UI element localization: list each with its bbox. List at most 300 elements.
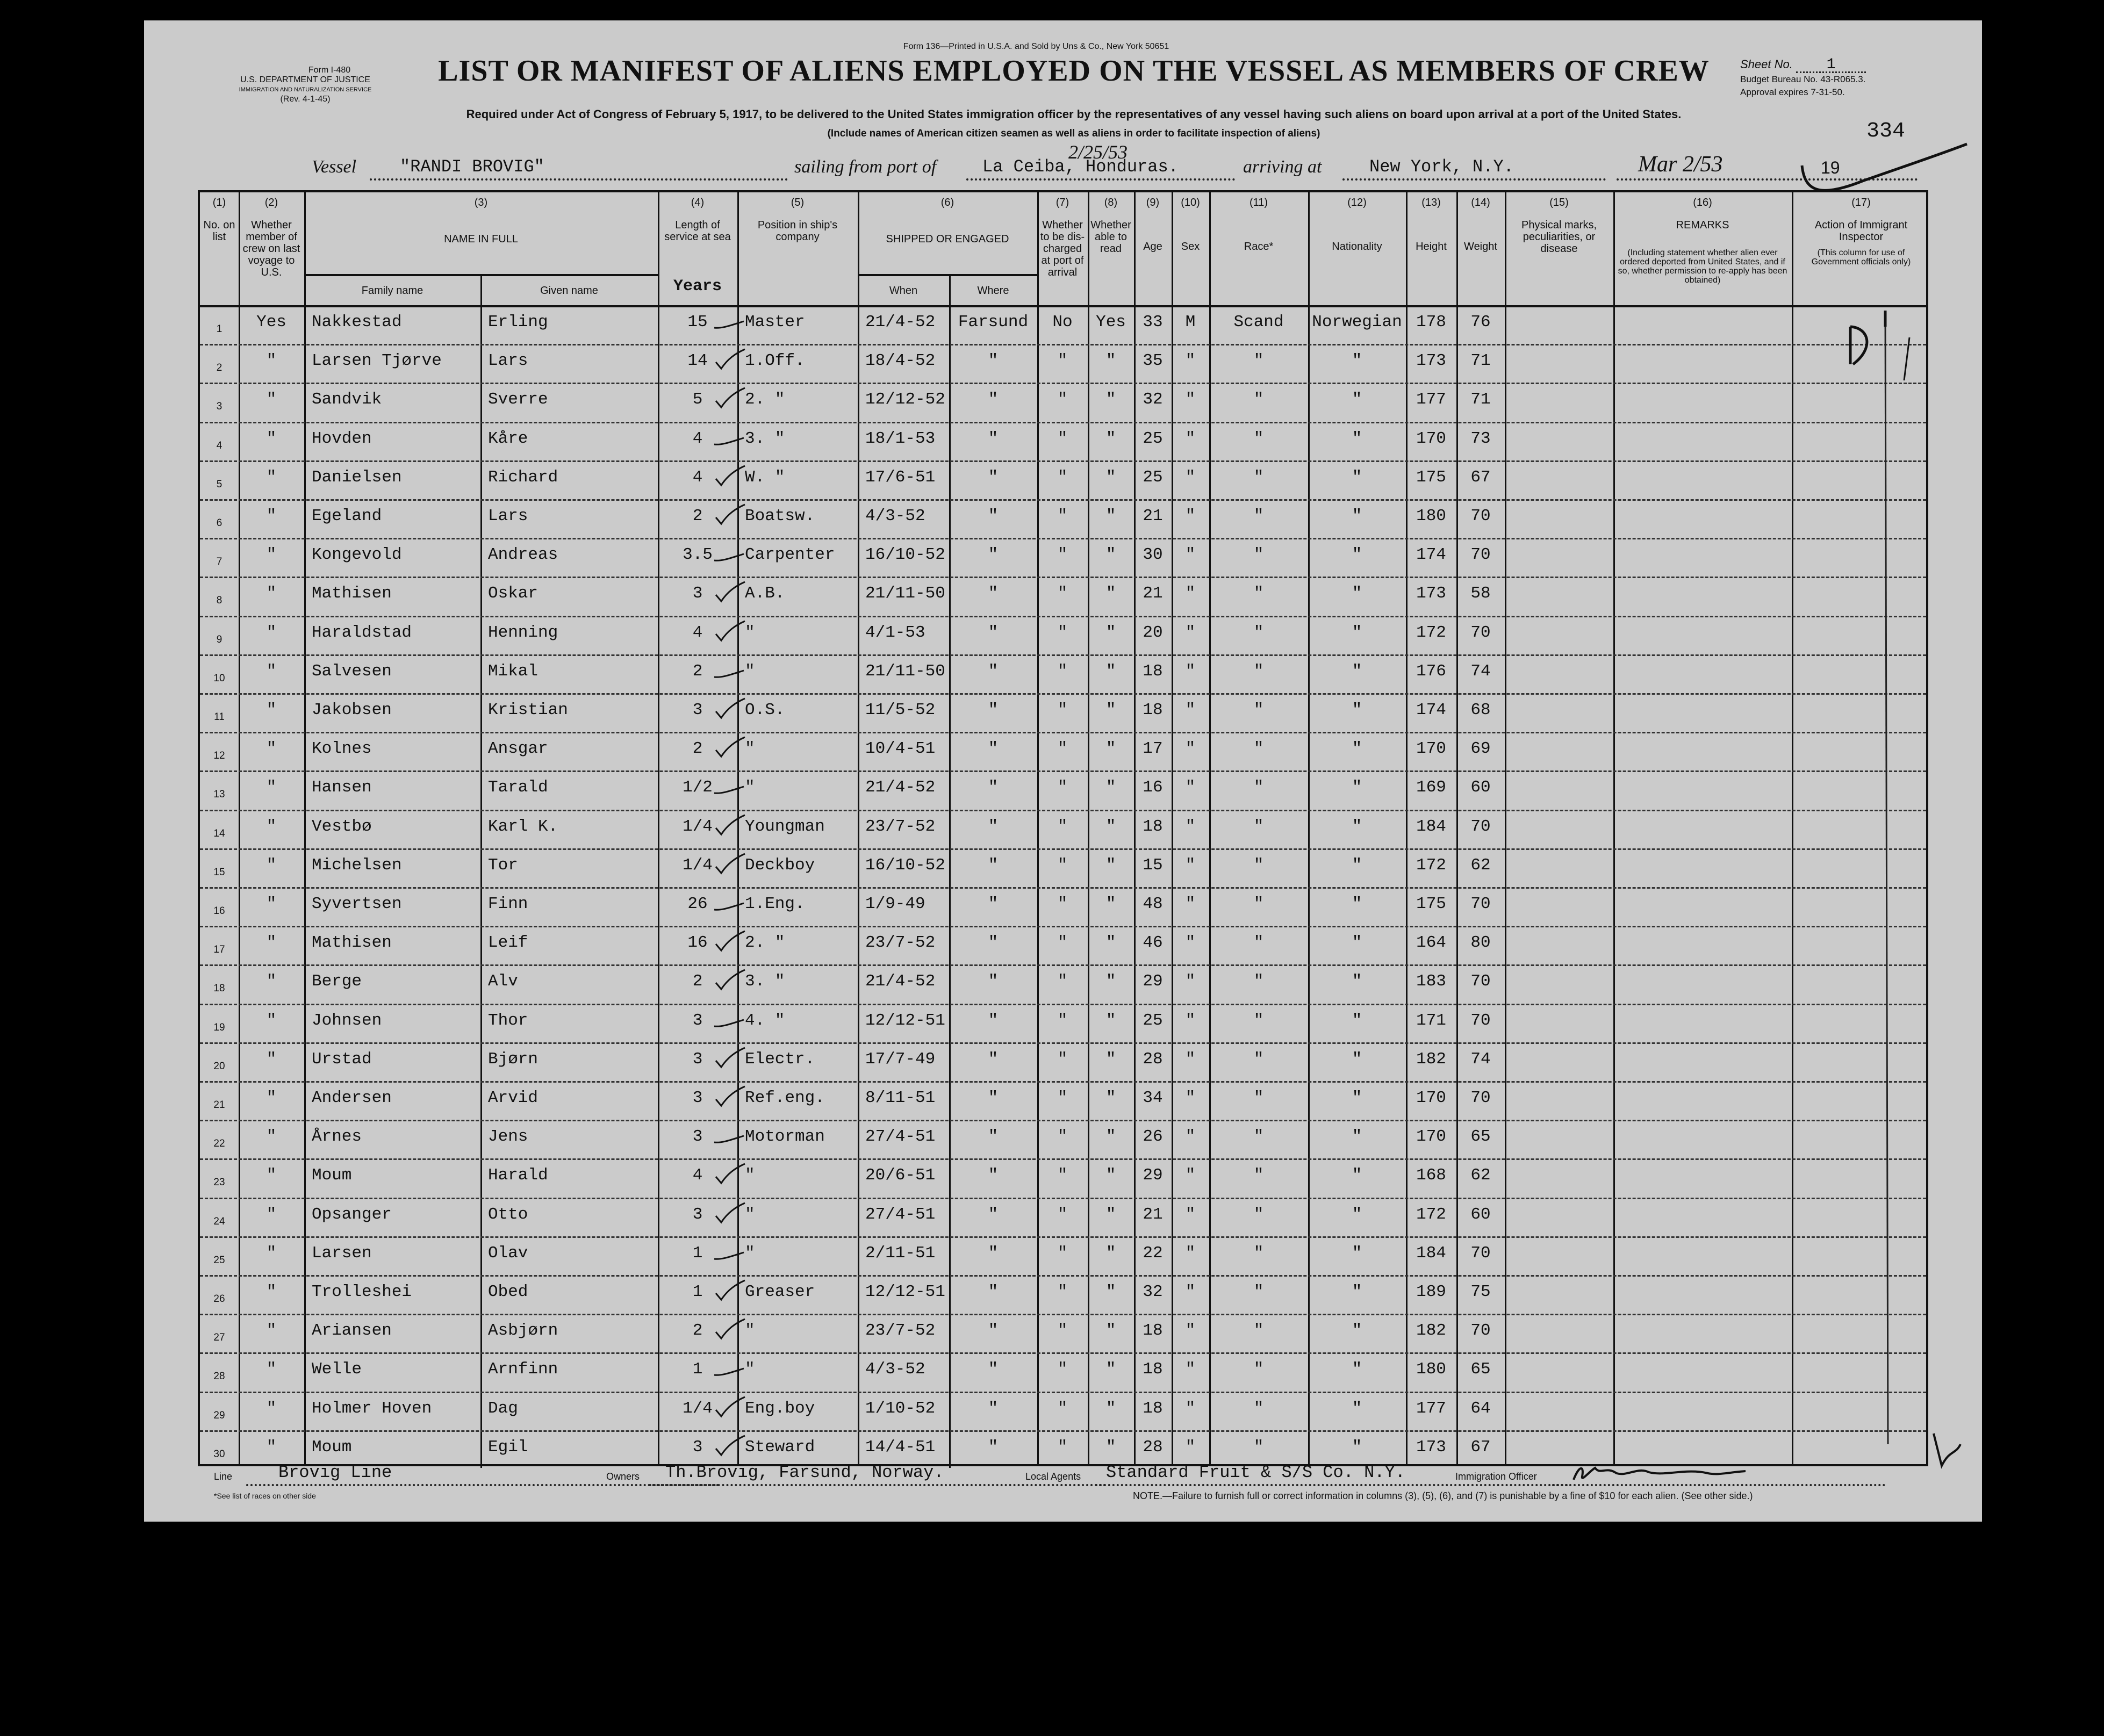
row-number: 19 — [213, 1021, 225, 1033]
cell-years: 3.5 — [683, 545, 713, 565]
check-mark-icon — [712, 851, 749, 877]
sheet-info — [1740, 58, 1866, 99]
cell-where: " — [988, 817, 999, 836]
cell-family: Johnsen — [312, 1011, 382, 1030]
row-divider — [200, 422, 1926, 423]
cell-position: Carpenter — [745, 545, 835, 565]
column-header-c15: Physical marks, peculiarities, or disease — [1521, 219, 1597, 255]
cell-height: 170 — [1416, 429, 1446, 448]
corner-mark — [1918, 1428, 1966, 1476]
row-number: 3 — [216, 401, 222, 413]
arriving-port-underline — [1342, 178, 1606, 181]
cell-nat: " — [1352, 1049, 1362, 1069]
row-divider — [200, 305, 1926, 307]
cell-years: 1/4 — [683, 817, 713, 836]
cell-when: 1/10-52 — [865, 1399, 936, 1418]
row-number: 29 — [213, 1409, 225, 1421]
cell-read: " — [1105, 1205, 1116, 1224]
owners-value: Th.Brovig, Farsund, Norway. — [665, 1463, 944, 1482]
cell-age: 18 — [1143, 701, 1163, 719]
cell-last: " — [266, 467, 277, 487]
cell-years: 3 — [692, 1437, 703, 1457]
cell-age: 30 — [1143, 545, 1163, 565]
cell-read: " — [1105, 1399, 1116, 1418]
cell-disch: " — [1057, 701, 1068, 719]
cell-race: " — [1253, 1205, 1264, 1224]
cell-last: " — [266, 1437, 277, 1457]
cell-race: Scand — [1233, 313, 1284, 332]
cell-position: Electr. — [745, 1049, 815, 1069]
cell-age: 32 — [1143, 1283, 1163, 1301]
cell-given: Kåre — [488, 429, 528, 448]
printer-line: Form 136—Printed in U.S.A. and Sold by Uns & Co., New York 50651 — [903, 42, 1169, 51]
cell-height: 164 — [1416, 933, 1446, 953]
cell-read: " — [1105, 661, 1116, 681]
cell-years: 3 — [692, 584, 703, 603]
vessel-label: Vessel — [312, 157, 357, 177]
cell-years: 4 — [692, 623, 703, 642]
cell-family: Mathisen — [312, 584, 392, 603]
column-header-c13: Height — [1416, 241, 1447, 253]
cell-read: " — [1105, 467, 1116, 487]
cell-nat: Norwegian — [1312, 313, 1402, 332]
cell-nat: " — [1352, 1243, 1362, 1263]
cell-years: 2 — [692, 507, 703, 525]
cell-last: " — [266, 972, 277, 991]
cell-given: Harald — [488, 1166, 548, 1185]
budget-bureau: Budget Bureau No. 43-R065.3. — [1740, 74, 1866, 84]
cell-race: " — [1253, 1360, 1264, 1379]
check-mark-icon — [712, 1277, 749, 1304]
cell-disch: " — [1057, 1283, 1068, 1301]
cell-where: " — [988, 1321, 999, 1341]
cell-sex: " — [1185, 1049, 1196, 1069]
cell-given: Richard — [488, 467, 558, 487]
cell-when: 16/10-52 — [865, 855, 945, 875]
cell-position: " — [745, 1321, 755, 1341]
column-divider — [480, 274, 482, 1468]
cell-position: W. " — [745, 467, 785, 487]
cell-years: 3 — [692, 1205, 703, 1224]
cell-height: 182 — [1416, 1049, 1446, 1069]
cell-family: Welle — [312, 1360, 362, 1379]
cell-disch: " — [1057, 545, 1068, 565]
form-subtitle-note: (Include names of American citizen seamen as well as aliens in order to facilitate inspection of aliens) — [827, 128, 1320, 139]
cell-when: 12/12-52 — [865, 390, 945, 409]
cell-height: 176 — [1416, 661, 1446, 681]
cell-weight: 71 — [1470, 390, 1491, 409]
row-divider — [304, 274, 658, 276]
cell-where: " — [988, 739, 999, 759]
cell-family: Kongevold — [312, 545, 402, 565]
cell-family: Haraldstad — [312, 623, 412, 642]
cell-nat: " — [1352, 1089, 1362, 1107]
cell-disch: " — [1057, 1089, 1068, 1107]
cell-weight: 70 — [1470, 972, 1491, 991]
cell-when: 4/3-52 — [865, 507, 925, 525]
cell-last: " — [266, 701, 277, 719]
cell-sex: " — [1185, 390, 1196, 409]
cell-age: 16 — [1143, 778, 1163, 797]
check-mark-icon — [712, 1238, 749, 1265]
agents-label: Local Agents — [1025, 1471, 1081, 1482]
column-header-c4: Length of service at sea — [664, 219, 731, 243]
cell-read: " — [1105, 351, 1116, 371]
cell-last: " — [266, 1089, 277, 1107]
column-header-c1: No. on list — [203, 219, 235, 243]
cell-position: Deckboy — [745, 855, 815, 875]
cell-family: Michelsen — [312, 855, 402, 875]
cell-nat: " — [1352, 1205, 1362, 1224]
cell-race: " — [1253, 778, 1264, 797]
cell-position: Master — [745, 313, 805, 332]
column-number-c3: (3) — [474, 197, 488, 208]
cell-when: 8/11-51 — [865, 1089, 936, 1107]
department-name: U.S. DEPARTMENT OF JUSTICE — [240, 75, 370, 84]
cell-sex: " — [1185, 1321, 1196, 1341]
column-header-c16: REMARKS — [1676, 219, 1729, 231]
cell-given: Erling — [488, 313, 548, 332]
cell-years: 26 — [687, 895, 708, 913]
cell-sex: " — [1185, 972, 1196, 991]
column-subheader-c17: (This column for use of Government officials only) — [1811, 248, 1911, 266]
cell-where: " — [988, 1166, 999, 1185]
cell-age: 18 — [1143, 817, 1163, 836]
arriving-label: arriving at — [1243, 157, 1322, 177]
cell-read: " — [1105, 1011, 1116, 1030]
cell-position: 4. " — [745, 1011, 785, 1030]
cell-sex: " — [1185, 1127, 1196, 1147]
cell-age: 28 — [1143, 1049, 1163, 1069]
cell-given: Lars — [488, 507, 528, 525]
cell-disch: " — [1057, 390, 1068, 409]
cell-position: Eng.boy — [745, 1399, 815, 1418]
sheet-number: 1 — [1796, 59, 1866, 73]
cell-last: " — [266, 545, 277, 565]
cell-given: Andreas — [488, 545, 558, 565]
column-number-c15: (15) — [1549, 197, 1569, 208]
cell-last: " — [266, 661, 277, 681]
column-header-given-name: Given name — [540, 285, 598, 297]
column-header-c12: Nationality — [1332, 241, 1382, 253]
cell-race: " — [1253, 390, 1264, 409]
cell-age: 32 — [1143, 390, 1163, 409]
cell-race: " — [1253, 1166, 1264, 1185]
cell-years: 2 — [692, 972, 703, 991]
cell-weight: 76 — [1470, 313, 1491, 332]
cell-given: Arnfinn — [488, 1360, 558, 1379]
cell-position: " — [745, 1243, 755, 1263]
cell-read: " — [1105, 1166, 1116, 1185]
cell-read: " — [1105, 933, 1116, 953]
column-header-c3: NAME IN FULL — [444, 233, 518, 245]
row-divider — [200, 1275, 1926, 1277]
column-number-c7: (7) — [1055, 197, 1069, 208]
cell-where: " — [988, 1127, 999, 1147]
row-number: 11 — [214, 711, 225, 723]
cell-race: " — [1253, 972, 1264, 991]
cell-position: " — [745, 623, 755, 642]
cell-where: " — [988, 895, 999, 913]
cell-sex: " — [1185, 584, 1196, 603]
cell-age: 25 — [1143, 467, 1163, 487]
column-number-c17: (17) — [1851, 197, 1871, 208]
cell-nat: " — [1352, 507, 1362, 525]
column-number-c4: (4) — [691, 197, 705, 208]
cell-weight: 70 — [1470, 1243, 1491, 1263]
cell-race: " — [1253, 1049, 1264, 1069]
cell-position: Steward — [745, 1437, 815, 1457]
cell-nat: " — [1352, 972, 1362, 991]
row-divider — [200, 926, 1926, 927]
cell-family: Ariansen — [312, 1321, 392, 1341]
cell-last: " — [266, 1166, 277, 1185]
cell-read: " — [1105, 1321, 1116, 1341]
row-number: 2 — [216, 362, 222, 374]
cell-nat: " — [1352, 855, 1362, 875]
cell-weight: 70 — [1470, 1089, 1491, 1107]
row-divider — [200, 848, 1926, 850]
cell-last: " — [266, 390, 277, 409]
cell-position: " — [745, 1360, 755, 1379]
cell-race: " — [1253, 1243, 1264, 1263]
column-unit-c4: Years — [673, 277, 722, 296]
cell-sex: " — [1185, 1089, 1196, 1107]
cell-years: 5 — [692, 390, 703, 409]
cell-family: Hovden — [312, 429, 372, 448]
cell-disch: " — [1057, 855, 1068, 875]
cell-where: " — [988, 545, 999, 565]
cell-last: " — [266, 817, 277, 836]
cell-height: 172 — [1416, 1205, 1446, 1224]
column-header-c9: Age — [1143, 241, 1162, 253]
cell-sex: " — [1185, 933, 1196, 953]
cell-last: " — [266, 1360, 277, 1379]
check-mark-icon — [712, 579, 749, 606]
cell-sex: " — [1185, 623, 1196, 642]
cell-race: " — [1253, 1321, 1264, 1341]
owners-underline — [649, 1484, 1106, 1486]
cell-years: 3 — [692, 1127, 703, 1147]
cell-read: " — [1105, 623, 1116, 642]
row-number: 18 — [213, 983, 225, 995]
cell-sex: " — [1185, 1360, 1196, 1379]
row-number: 23 — [213, 1177, 225, 1188]
cell-when: 23/7-52 — [865, 1321, 936, 1341]
vessel-name: "RANDI BROVIG" — [400, 157, 544, 177]
cell-race: " — [1253, 1011, 1264, 1030]
cell-last: " — [266, 855, 277, 875]
column-header-c8: Whether able to read — [1090, 219, 1131, 255]
cell-disch: " — [1057, 1321, 1068, 1341]
cell-when: 12/12-51 — [865, 1283, 945, 1301]
cell-where: " — [988, 1360, 999, 1379]
cell-given: Alv — [488, 972, 518, 991]
cell-given: Tor — [488, 855, 518, 875]
cell-read: " — [1105, 1243, 1116, 1263]
cell-race: " — [1253, 739, 1264, 759]
cell-where: " — [988, 855, 999, 875]
cell-given: Sverre — [488, 390, 548, 409]
cell-family: Danielsen — [312, 467, 402, 487]
cell-height: 175 — [1416, 467, 1446, 487]
row-divider — [200, 1004, 1926, 1005]
cell-read: " — [1105, 429, 1116, 448]
cell-weight: 65 — [1470, 1127, 1491, 1147]
service-name: IMMIGRATION AND NATURALIZATION SERVICE — [239, 87, 372, 93]
cell-last: " — [266, 739, 277, 759]
cell-height: 189 — [1416, 1283, 1446, 1301]
cell-where: " — [988, 507, 999, 525]
column-header-when: When — [889, 285, 918, 297]
cell-nat: " — [1352, 545, 1362, 565]
cell-family: Mathisen — [312, 933, 392, 953]
column-number-c14: (14) — [1471, 197, 1490, 208]
cell-given: Dag — [488, 1399, 518, 1418]
row-divider — [200, 732, 1926, 733]
cell-weight: 62 — [1470, 1166, 1491, 1185]
cell-position: " — [745, 778, 755, 797]
cell-last: " — [266, 1283, 277, 1301]
row-number: 4 — [216, 440, 222, 451]
cell-read: " — [1105, 1049, 1116, 1069]
cell-where: " — [988, 1049, 999, 1069]
cell-height: 172 — [1416, 855, 1446, 875]
cell-when: 2/11-51 — [865, 1243, 936, 1263]
row-divider — [200, 1236, 1926, 1238]
cell-position: " — [745, 1166, 755, 1185]
cell-weight: 70 — [1470, 895, 1491, 913]
check-mark-icon — [712, 424, 749, 451]
cell-age: 29 — [1143, 972, 1163, 991]
cell-read: Yes — [1096, 313, 1126, 332]
cell-years: 15 — [687, 313, 708, 332]
cell-read: " — [1105, 972, 1116, 991]
check-mark-icon — [712, 618, 749, 645]
cell-family: Berge — [312, 972, 362, 991]
cell-family: Kolnes — [312, 739, 372, 759]
cell-where: " — [988, 1283, 999, 1301]
cell-read: " — [1105, 1283, 1116, 1301]
cell-where: " — [988, 623, 999, 642]
sheet-label: Sheet No. — [1740, 57, 1793, 71]
cell-sex: " — [1185, 895, 1196, 913]
cell-race: " — [1253, 623, 1264, 642]
cell-when: 21/4-52 — [865, 972, 936, 991]
row-divider — [200, 383, 1926, 384]
check-mark-icon — [712, 1355, 749, 1381]
cell-position: 2. " — [745, 390, 785, 409]
handwritten-sailing-date: 2/25/53 — [1068, 141, 1128, 163]
cell-last: " — [266, 1399, 277, 1418]
officer-signature — [1568, 1460, 1751, 1487]
cell-weight: 58 — [1470, 584, 1491, 603]
form-title: LIST OR MANIFEST OF ALIENS EMPLOYED ON THE VESSEL AS MEMBERS OF CREW — [438, 54, 1710, 88]
row-divider — [200, 887, 1926, 889]
cell-position: 2. " — [745, 933, 785, 953]
cell-weight: 73 — [1470, 429, 1491, 448]
cell-race: " — [1253, 429, 1264, 448]
row-divider — [200, 499, 1926, 501]
cell-disch: " — [1057, 467, 1068, 487]
check-mark-icon — [712, 734, 749, 761]
form-subtitle: Required under Act of Congress of February 5, 1917, to be delivered to the United States immigration officer by the representatives of any vessel having such aliens on board upon arrival at a port of the United States. — [466, 107, 1682, 121]
cell-given: Jens — [488, 1127, 528, 1147]
check-mark-icon — [712, 1083, 749, 1110]
arrival-date: Mar 2/53 — [1638, 152, 1723, 177]
cell-read: " — [1105, 701, 1116, 719]
cell-position: Motorman — [745, 1127, 825, 1147]
cell-when: 20/6-51 — [865, 1166, 936, 1185]
cell-where: " — [988, 972, 999, 991]
cell-weight: 60 — [1470, 1205, 1491, 1224]
cell-nat: " — [1352, 778, 1362, 797]
row-number: 5 — [216, 478, 222, 490]
row-number: 1 — [216, 323, 222, 335]
column-header-c5: Position in ship's company — [757, 219, 838, 243]
cell-read: " — [1105, 584, 1116, 603]
cell-weight: 74 — [1470, 661, 1491, 681]
cell-disch: " — [1057, 972, 1068, 991]
cell-height: 168 — [1416, 1166, 1446, 1185]
cell-nat: " — [1352, 895, 1362, 913]
cell-race: " — [1253, 1089, 1264, 1107]
cell-when: 4/3-52 — [865, 1360, 925, 1379]
cell-weight: 70 — [1470, 1321, 1491, 1341]
cell-read: " — [1105, 390, 1116, 409]
cell-family: Holmer Hoven — [312, 1399, 432, 1418]
cell-last: " — [266, 1127, 277, 1147]
cell-height: 171 — [1416, 1011, 1446, 1030]
vessel-name-underline — [370, 178, 788, 181]
cell-read: " — [1105, 1127, 1116, 1147]
cell-disch: " — [1057, 1127, 1068, 1147]
row-number: 6 — [216, 517, 222, 529]
row-number: 9 — [216, 633, 222, 645]
cell-age: 15 — [1143, 855, 1163, 875]
cell-height: 182 — [1416, 1321, 1446, 1341]
cell-years: 1 — [692, 1283, 703, 1301]
cell-height: 172 — [1416, 623, 1446, 642]
cell-years: 1/2 — [683, 778, 713, 797]
cell-age: 28 — [1143, 1437, 1163, 1457]
cell-disch: " — [1057, 1243, 1068, 1263]
cell-where: " — [988, 467, 999, 487]
cell-given: Oskar — [488, 584, 538, 603]
cell-nat: " — [1352, 623, 1362, 642]
cell-nat: " — [1352, 467, 1362, 487]
cell-age: 34 — [1143, 1089, 1163, 1107]
cell-years: 2 — [692, 661, 703, 681]
cell-height: 170 — [1416, 1127, 1446, 1147]
cell-position: 1.Off. — [745, 351, 805, 371]
row-divider — [200, 654, 1926, 656]
cell-where: " — [988, 1205, 999, 1224]
cell-race: " — [1253, 1399, 1264, 1418]
cell-family: Andersen — [312, 1089, 392, 1107]
cell-where: " — [988, 661, 999, 681]
cell-family: Nakkestad — [312, 313, 402, 332]
cell-position: Boatsw. — [745, 507, 815, 525]
check-mark-icon — [712, 1316, 749, 1343]
check-mark-icon — [712, 695, 749, 722]
cell-weight: 62 — [1470, 855, 1491, 875]
cell-age: 22 — [1143, 1243, 1163, 1263]
cell-age: 18 — [1143, 1321, 1163, 1341]
cell-height: 173 — [1416, 351, 1446, 371]
cell-given: Lars — [488, 351, 528, 371]
row-number: 22 — [213, 1138, 225, 1150]
